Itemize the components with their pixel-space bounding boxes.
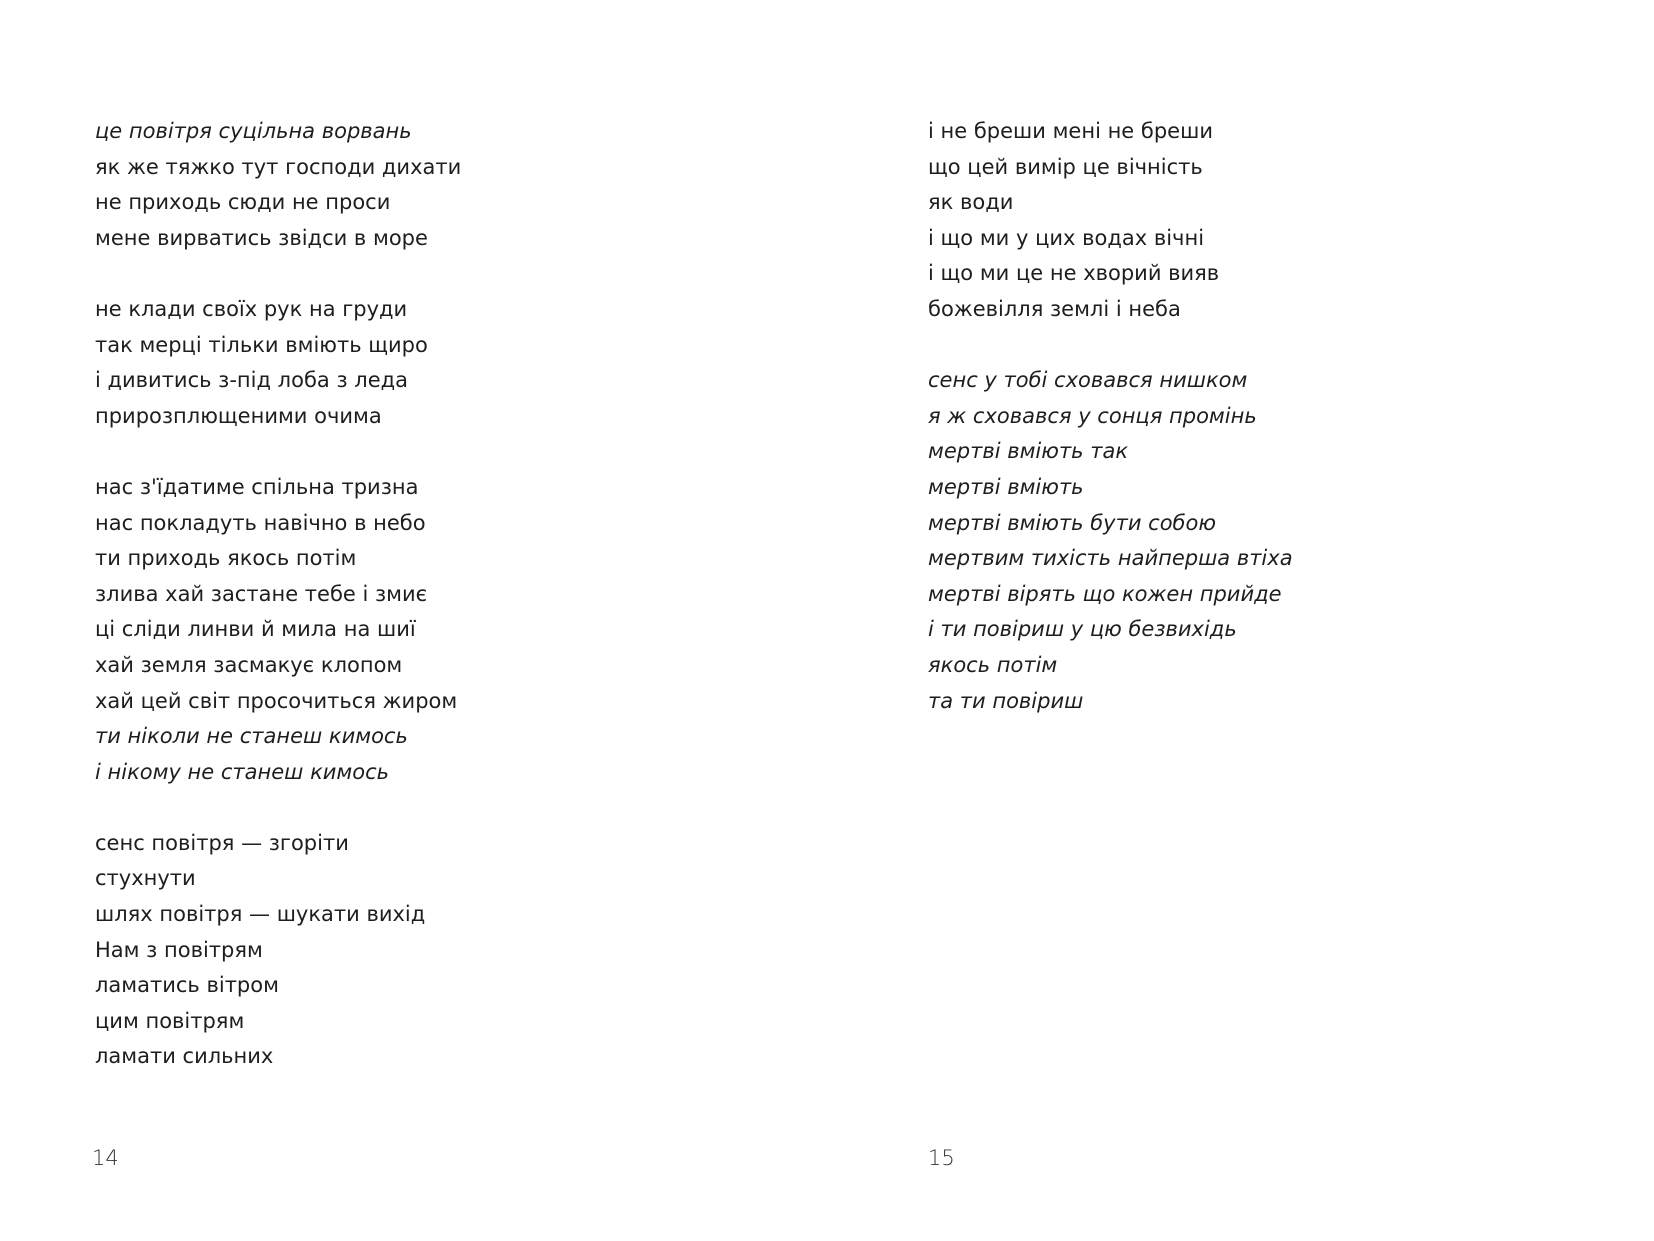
poem-line: і що ми це не хворий вияв [928, 261, 1220, 286]
poem-line: ламати сильних [95, 1044, 274, 1069]
poem-line: я ж сховався у сонця промінь [928, 403, 1257, 428]
poem-line: і дивитись з-під лоба з леда [95, 368, 409, 393]
poem-line: це повітря суцільна ворвань [95, 119, 412, 143]
poem-line: божевілля землі і неба [928, 296, 1181, 321]
poem-line: сенс повітря — згоріти [95, 830, 349, 855]
poem-line: хай земля засмакує клопом [95, 652, 403, 677]
poem-line: не приходь сюди не проси [95, 190, 391, 215]
poem-line: сенс у тобі сховався нишком [928, 368, 1248, 393]
poem-line: мертві вміють бути собою [928, 510, 1217, 535]
poem-line: ти приходь якось потім [95, 546, 357, 571]
poem-line: якось потім [928, 652, 1058, 677]
poem-line: мертві вміють так [928, 439, 1129, 464]
page-number-left: 14 [92, 1146, 119, 1170]
poem-line: ламатись вітром [95, 973, 279, 998]
poem-line: нас покладуть навічно в небо [95, 510, 426, 535]
poem-line: так мерці тільки вміють щиро [95, 332, 428, 357]
poem-line: як же тяжко тут господи дихати [95, 154, 462, 179]
poem-line: прирозплющеними очима [95, 403, 382, 428]
poem-line: цим повітрям [95, 1008, 245, 1033]
poem-line: як води [928, 190, 1014, 215]
poem-line: мертві вірять що кожен прийде [928, 581, 1282, 606]
poem-line: та ти повіриш [928, 688, 1084, 713]
poem-line: ці сліди линви й мила на шиї [95, 617, 416, 642]
poem-line: мене вирватись звідси в море [95, 225, 428, 250]
stanza-break [95, 790, 461, 826]
poem-line: злива хай застане тебе і змиє [95, 581, 428, 606]
poem-line: і нікому не станеш кимось [95, 759, 390, 784]
poem-line: ти ніколи не станеш кимось [95, 724, 408, 749]
poem-text-right [928, 114, 1293, 719]
poem-line: і не бреши мені не бреши [928, 119, 1213, 143]
poem-line: і що ми у цих водах вічні [928, 225, 1205, 250]
poem-line: шлях повітря — шукати вихід [95, 902, 426, 927]
poem-text-left [95, 114, 461, 1075]
poem-line: мертвим тихість найперша втіха [928, 546, 1293, 571]
poem-line: мертві вміють [928, 474, 1084, 499]
right-page [827, 0, 1654, 1241]
page-number-right: 15 [928, 1146, 955, 1170]
poem-line: нас з'їдатиме спільна тризна [95, 474, 419, 499]
poem-line: і ти повіриш у цю безвихідь [928, 617, 1237, 642]
stanza-break [95, 434, 461, 470]
poem-line: стухнути [95, 866, 196, 891]
stanza-break [95, 256, 461, 292]
poem-line: хай цей світ просочиться жиром [95, 688, 458, 713]
poem-line: не клади своїх рук на груди [95, 296, 408, 321]
poem-line: Нам з повітрям [95, 937, 263, 962]
stanza-break [928, 328, 1293, 364]
poem-line: що цей вимір це вічність [928, 154, 1203, 179]
